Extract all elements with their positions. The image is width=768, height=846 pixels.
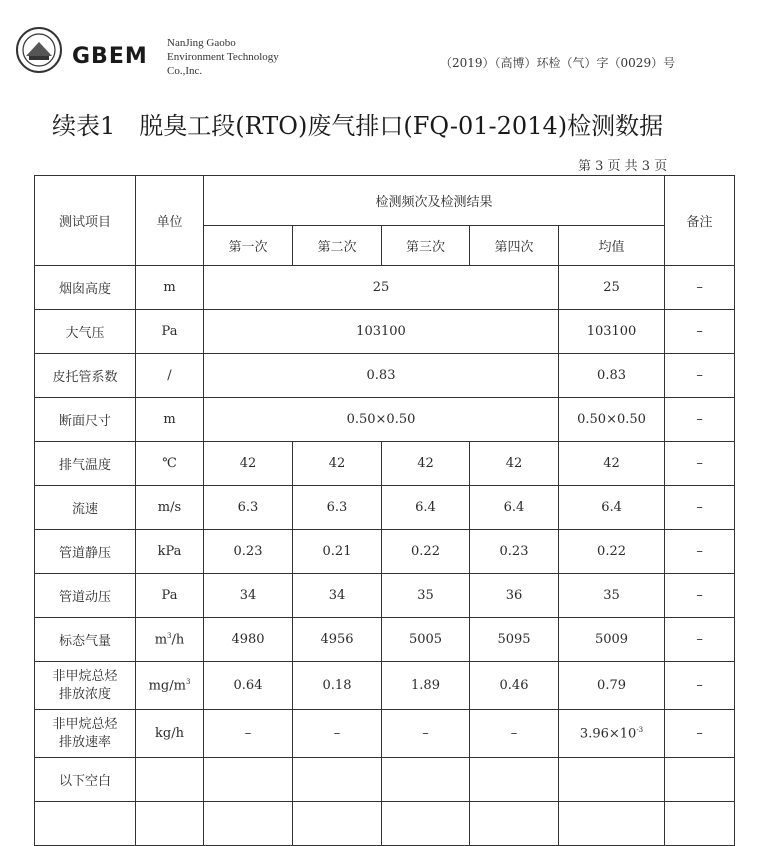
cell-item: 管道动压 [35,574,136,618]
company-line: NanJing Gaobo [167,37,236,49]
cell-remark: – [665,398,735,442]
unit-base: mg/m [148,678,186,694]
cell-mean: 103100 [559,310,665,354]
cell-unit: Pa [136,310,204,354]
cell-value: 0.23 [204,530,293,574]
cell-value: – [204,710,293,758]
header-row [35,176,735,226]
table-row [35,442,735,486]
mean-exponent: -3 [636,725,644,734]
cell-value: 34 [204,574,293,618]
cell-item: 排气温度 [35,442,136,486]
company-line: Co.,Inc. [167,65,203,77]
unit-superscript: 3 [185,677,191,686]
cell-remark: – [665,442,735,486]
header-remark: 备注 [665,176,735,266]
header-results-group: 检测频次及检测结果 [204,176,665,226]
cell-value: 5005 [382,618,470,662]
table-row [35,574,735,618]
table-row [35,758,735,802]
empty-cell [293,802,382,846]
table-row [35,710,735,758]
empty-cell [136,802,204,846]
cell-value: 42 [470,442,559,486]
cell-item [35,710,136,758]
header-item: 测试项目 [35,176,136,266]
header-unit: 单位 [136,176,204,266]
item-line: 非甲烷总烃 [52,668,118,684]
cell-value: 4956 [293,618,382,662]
header-run: 第一次 [204,226,293,266]
empty-cell [665,802,735,846]
cell-mean: 0.79 [559,662,665,710]
cell-remark: – [665,574,735,618]
company-logo-icon [15,26,63,74]
cell-value: 42 [382,442,470,486]
cell-value: 1.89 [382,662,470,710]
cell-value: 0.21 [293,530,382,574]
cell-mean: 42 [559,442,665,486]
cell-value: 6.4 [470,486,559,530]
unit-tail: /h [171,632,185,648]
cell-item: 断面尺寸 [35,398,136,442]
cell-item: 大气压 [35,310,136,354]
cell-item: 管道静压 [35,530,136,574]
company-line: Environment Technology [167,51,279,63]
cell-mean: 35 [559,574,665,618]
cell-unit: m [136,398,204,442]
cell-value: – [293,710,382,758]
cell-unit: m/s [136,486,204,530]
cell-mean: 5009 [559,618,665,662]
page-indicator: 第 3 页 共 3 页 [578,159,668,174]
cell-item: 皮托管系数 [35,354,136,398]
header-run: 第四次 [470,226,559,266]
cell-item: 标态气量 [35,618,136,662]
cell-unit: / [136,354,204,398]
cell-value: 103100 [204,310,559,354]
unit-base: m [154,632,168,648]
cell-mean: 25 [559,266,665,310]
cell-remark: – [665,618,735,662]
company-name [167,36,279,78]
item-line: 排放速率 [58,734,111,750]
cell-value: 0.50×0.50 [204,398,559,442]
empty-cell [559,758,665,802]
header-run: 第三次 [382,226,470,266]
cell-value: 5095 [470,618,559,662]
cell-mean: 0.22 [559,530,665,574]
cell-mean: 6.4 [559,486,665,530]
cell-value: 0.22 [382,530,470,574]
cell-remark: – [665,310,735,354]
table-row [35,310,735,354]
table-row [35,486,735,530]
cell-value: 6.4 [382,486,470,530]
cell-value: 0.23 [470,530,559,574]
table-row [35,398,735,442]
table-row [35,662,735,710]
cell-mean: 0.83 [559,354,665,398]
empty-cell [559,802,665,846]
logo-text: GBEM [72,44,148,69]
cell-unit: Pa [136,574,204,618]
cell-unit [136,662,204,710]
header-run: 第二次 [293,226,382,266]
cell-value: 0.46 [470,662,559,710]
cell-value: – [382,710,470,758]
cell-value: 35 [382,574,470,618]
cell-value: 6.3 [293,486,382,530]
cell-unit: kg/h [136,710,204,758]
cell-unit [136,618,204,662]
table-row [35,266,735,310]
empty-cell [35,802,136,846]
cell-mean [559,710,665,758]
item-line: 非甲烷总烃 [52,716,118,732]
cell-item: 流速 [35,486,136,530]
empty-cell [470,758,559,802]
cell-item [35,662,136,710]
unit-superscript: 3 [167,631,172,640]
cell-value: 36 [470,574,559,618]
cell-value: 42 [293,442,382,486]
empty-cell [382,758,470,802]
cell-unit: kPa [136,530,204,574]
cell-value: 0.83 [204,354,559,398]
empty-cell [382,802,470,846]
table-row [35,618,735,662]
empty-cell [204,802,293,846]
cell-item: 烟囱高度 [35,266,136,310]
cell-value: 0.64 [204,662,293,710]
cell-remark: – [665,662,735,710]
measurement-table [34,175,735,846]
item-line: 排放浓度 [58,686,111,702]
mean-base: 3.96×10 [579,726,637,742]
empty-cell [136,758,204,802]
cell-mean: 0.50×0.50 [559,398,665,442]
empty-cell [293,758,382,802]
blank-note: 以下空白 [35,758,136,802]
empty-cell [470,802,559,846]
table-row [35,802,735,846]
cell-unit: m [136,266,204,310]
cell-remark: – [665,530,735,574]
cell-value: – [470,710,559,758]
table-row [35,354,735,398]
cell-value: 6.3 [204,486,293,530]
cell-remark: – [665,354,735,398]
cell-value: 42 [204,442,293,486]
cell-value: 0.18 [293,662,382,710]
table-row [35,530,735,574]
cell-remark: – [665,486,735,530]
cell-value: 25 [204,266,559,310]
header-mean: 均值 [559,226,665,266]
cell-remark: – [665,266,735,310]
empty-cell [204,758,293,802]
cell-remark: – [665,710,735,758]
document-number: （2019）（高博）环检（气）字（0029）号 [440,56,676,70]
cell-value: 34 [293,574,382,618]
page-title: 续表1 脱臭工段(RTO)废气排口(FQ-01-2014)检测数据 [52,112,664,140]
cell-value: 4980 [204,618,293,662]
empty-cell [665,758,735,802]
cell-unit: ℃ [136,442,204,486]
